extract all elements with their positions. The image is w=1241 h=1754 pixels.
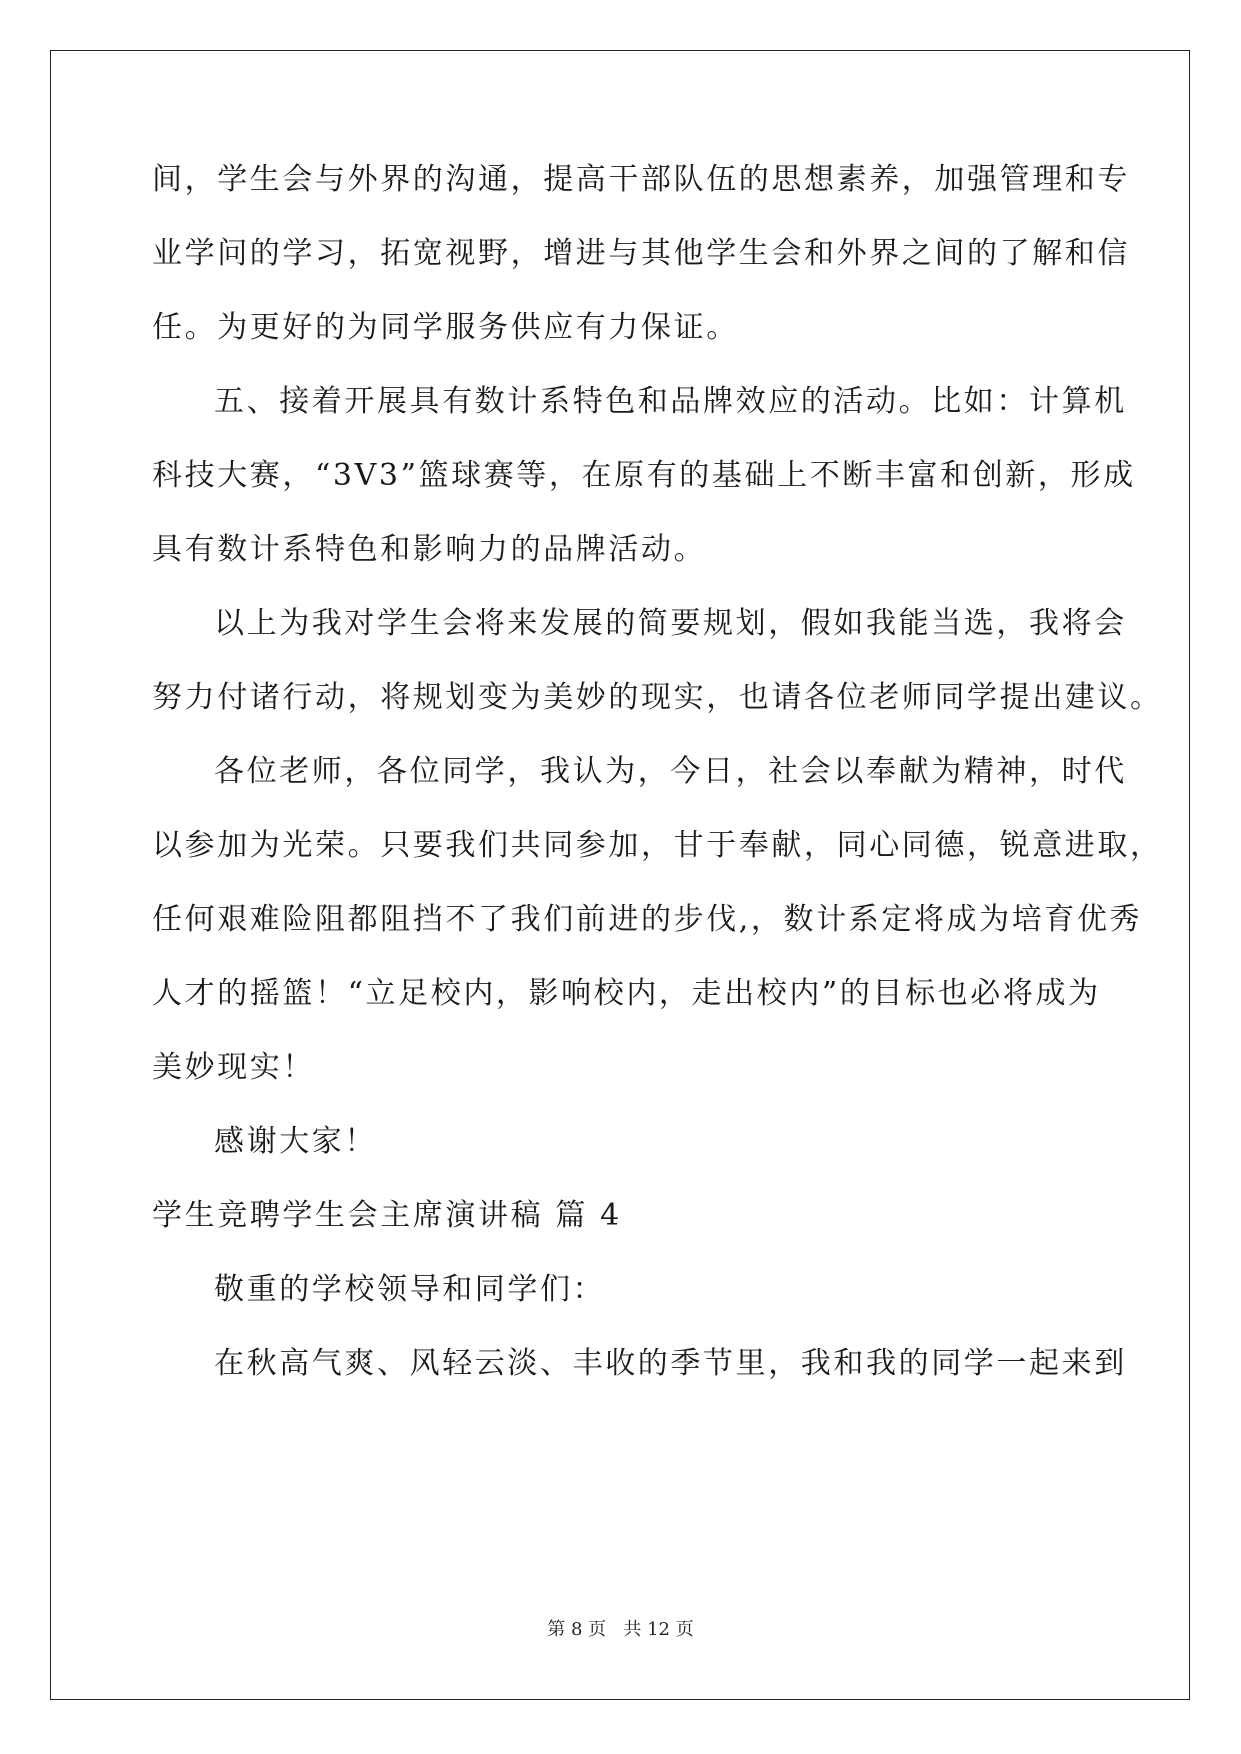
page-border bbox=[50, 50, 1190, 1700]
paragraph-start-line: 以上为我对学生会将来发展的简要规划，假如我能当选，我将会 bbox=[214, 606, 1127, 641]
text-line: 任。为更好的为同学服务供应有力保证。 bbox=[152, 310, 739, 345]
salutation-line: 敬重的学校领导和同学们： bbox=[214, 1272, 606, 1307]
text-line: 以参加为光荣。只要我们共同参加，甘于奉献，同心同德，锐意进取， bbox=[152, 828, 1163, 863]
text-line: 人才的摇篮！“立足校内，影响校内，走出校内”的目标也必将成为 bbox=[152, 976, 1101, 1011]
text-line: 具有数计系特色和影响力的品牌活动。 bbox=[152, 532, 707, 567]
text-line: 任何艰难险阻都阻挡不了我们前进的步伐,，数计系定将成为培育优秀 bbox=[152, 902, 1143, 937]
section-heading: 学生竞聘学生会主席演讲稿 篇 4 bbox=[152, 1198, 622, 1233]
paragraph-start-line: 五、接着开展具有数计系特色和品牌效应的活动。比如：计算机 bbox=[214, 384, 1127, 419]
paragraph-start-line: 在秋高气爽、风轻云淡、丰收的季节里，我和我的同学一起来到 bbox=[214, 1346, 1127, 1381]
text-line: 科技大赛，“3V3”篮球赛等，在原有的基础上不断丰富和创新，形成 bbox=[152, 458, 1136, 493]
paragraph-start-line: 各位老师，各位同学，我认为，今日，社会以奉献为精神，时代 bbox=[214, 754, 1127, 789]
text-line: 美妙现实！ bbox=[152, 1050, 315, 1085]
paragraph-start-line: 感谢大家！ bbox=[214, 1124, 377, 1159]
text-line: 业学问的学习，拓宽视野，增进与其他学生会和外界之间的了解和信 bbox=[152, 236, 1130, 271]
page-number-footer: 第 8 页 共 12 页 bbox=[547, 1619, 694, 1640]
text-line: 努力付诸行动，将规划变为美妙的现实，也请各位老师同学提出建议。 bbox=[152, 680, 1163, 715]
text-line: 间，学生会与外界的沟通，提高干部队伍的思想素养，加强管理和专 bbox=[152, 162, 1130, 197]
